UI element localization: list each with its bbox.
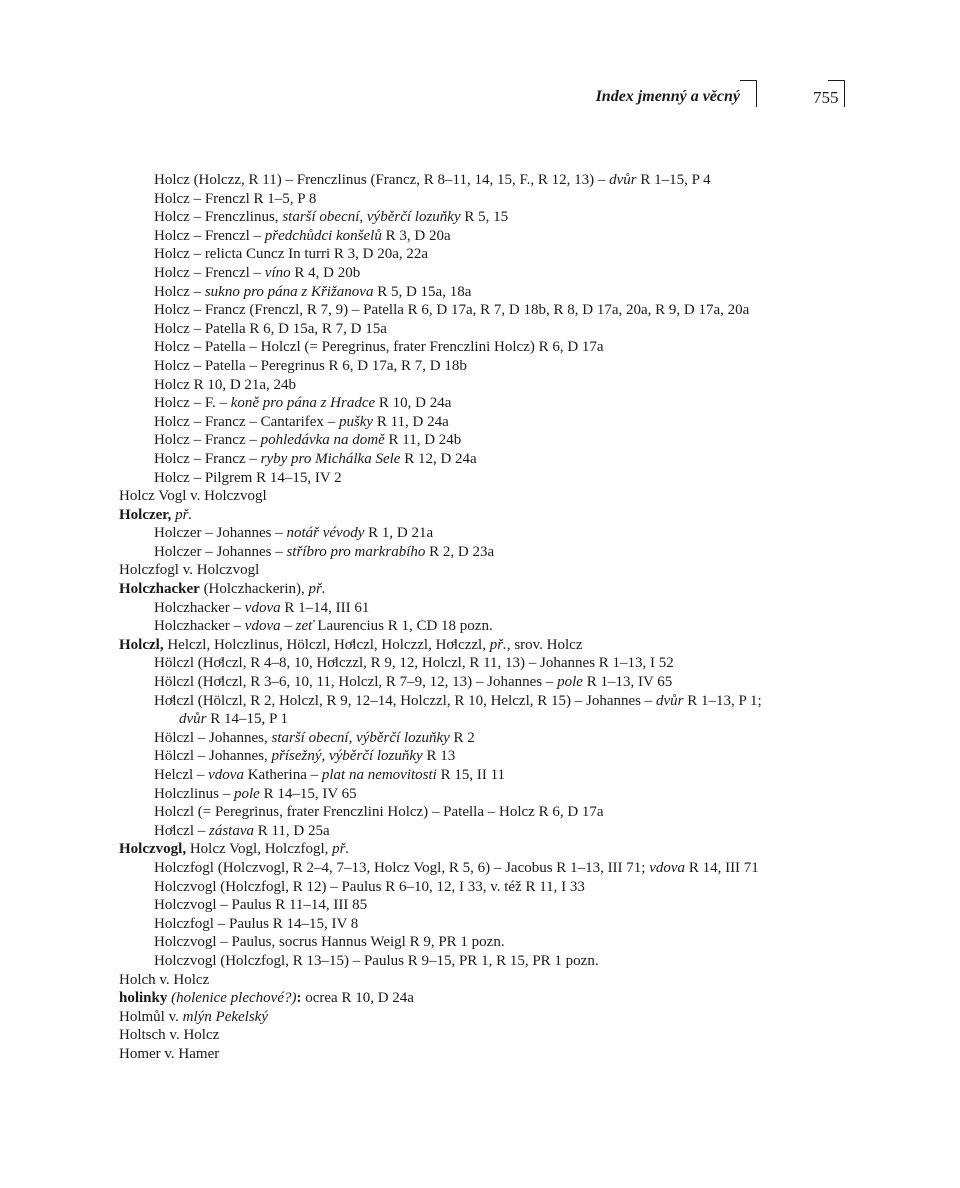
entry-text: Holcz – Francz – xyxy=(154,432,261,449)
entry-text: vdova – zeť xyxy=(244,618,314,635)
entry-text: Holch v. Holcz xyxy=(119,971,210,988)
entry-text: Holczvogl – Paulus, socrus Hannus Weigl R 9, PR 1 pozn. xyxy=(154,934,505,951)
entry-text: Holczfogl – Paulus R 14–15, IV 8 xyxy=(154,915,359,932)
entry-text: předchůdci konšelů xyxy=(264,227,382,244)
index-entry-line xyxy=(119,376,849,395)
entry-text: Holczer – Johannes – xyxy=(154,525,287,542)
index-entry-line xyxy=(119,673,849,692)
running-head xyxy=(595,80,850,110)
entry-text: Holczfogl (Holczvogl, R 2–4, 7–13, Holcz Vogl, R 5, 6) – Jacobus R 1–13, III 71; xyxy=(154,859,650,876)
corner-bracket-mark xyxy=(740,80,757,107)
entry-text: (Holczhackerin), xyxy=(199,581,309,598)
index-entry-line xyxy=(119,729,849,748)
index-entry-line xyxy=(119,245,849,264)
index-entry-line xyxy=(119,766,849,785)
entry-text: pušky xyxy=(338,413,374,430)
index-headword-line xyxy=(119,989,849,1008)
entry-text: R 1–13, IV 65 xyxy=(582,674,673,691)
index-headword-line xyxy=(119,487,849,506)
entry-text: Holczer, xyxy=(119,506,176,523)
index-entry-line xyxy=(119,338,849,357)
entry-text: Holcz – Patella R 6, D 15a, R 7, D 15a xyxy=(154,320,387,337)
entry-text: Holcz – Frenczl R 1–5, P 8 xyxy=(154,190,317,207)
entry-text: , srov. Holcz xyxy=(506,636,583,653)
index-entry-line xyxy=(119,710,849,729)
index-headword-line xyxy=(119,1026,849,1045)
corner-bracket-mark xyxy=(828,80,845,107)
entry-text: Holcz – Patella – Holczl (= Peregrinus, frater Frenczlini Holcz) R 6, D 17a xyxy=(154,339,604,356)
entry-text: Helczl, Holczlinus, Hölczl, Hoͤlczl, Holczzl, Hoͤlczzl, xyxy=(163,636,490,653)
index-entry-line xyxy=(119,208,849,227)
index-entry-line xyxy=(119,952,849,971)
index-entry-line xyxy=(119,283,849,302)
entry-text: R 14, III 71 xyxy=(685,859,759,876)
entry-text: R 15, II 11 xyxy=(436,767,506,783)
index-entry-line xyxy=(119,431,849,450)
index-entry-line xyxy=(119,822,849,841)
entry-text: vdova xyxy=(208,767,244,783)
entry-text: Holcz – xyxy=(154,283,205,300)
entry-text: Holcz Vogl v. Holczvogl xyxy=(119,488,267,505)
entry-text: R 1, D 21a xyxy=(364,525,434,542)
index-entry-line xyxy=(119,469,849,488)
entry-text: Holczer – Johannes – xyxy=(154,543,287,560)
index-entry-line xyxy=(119,785,849,804)
entry-text: Laurencius R 1, CD 18 pozn. xyxy=(313,618,493,635)
entry-text: Holcz – F. – xyxy=(154,395,231,412)
index-headword-line xyxy=(119,636,849,655)
entry-text: Holcz – Patella – Peregrinus R 6, D 17a, R 7, D 18b xyxy=(154,357,467,374)
entry-text: R 14–15, P 1 xyxy=(206,711,289,728)
entry-text: R 5, D 15a, 18a xyxy=(373,283,472,300)
entry-text: Holcz – Pilgrem R 14–15, IV 2 xyxy=(154,469,342,486)
index-entry-line xyxy=(119,654,849,673)
entry-text: Holcz – Francz – xyxy=(154,450,261,467)
entry-text: R 1–13, P 1; xyxy=(683,692,762,709)
entry-text: R 5, 15 xyxy=(460,209,509,226)
index-entry-line xyxy=(119,394,849,413)
entry-text: Holczvogl, xyxy=(119,841,187,858)
entry-text: notář vévody xyxy=(286,525,365,542)
entry-text: př. xyxy=(489,636,507,653)
entry-text: pole xyxy=(234,785,260,802)
entry-text: R 10, D 24a xyxy=(375,395,452,412)
index-headword-line xyxy=(119,580,849,599)
entry-text: R 2, D 23a xyxy=(425,543,495,560)
entry-text: starší obecní, výběrčí lozuňky xyxy=(282,209,461,226)
entry-text: sukno pro pána z Křižanova xyxy=(204,283,374,300)
entry-text: pohledávka na domě xyxy=(260,432,385,449)
entry-text: Hoͤlczl (Hölczl, R 2, Holczl, R 9, 12–14, Holczzl, R 10, Helczl, R 15) – Johannes – xyxy=(154,692,656,709)
entry-text: Holczhacker – xyxy=(154,618,245,635)
entry-text: Holcz – Francz (Frenczl, R 7, 9) – Patella R 6, D 17a, R 7, D 18b, R 8, D 17a, 20a, R 9, D 17a, 20a xyxy=(154,302,750,319)
index-entry-line xyxy=(119,803,849,822)
entry-text: Holcz (Holczz, R 11) – Frenczlinus (Francz, R 8–11, 14, 15, F., R 12, 13) – xyxy=(154,172,610,188)
index-headword-line xyxy=(119,1045,849,1064)
entry-text: př. xyxy=(308,581,326,598)
entry-text: Holcz – Frenczl – xyxy=(154,264,265,281)
index-entry-line xyxy=(119,524,849,543)
entry-text: R 1–14, III 61 xyxy=(280,599,370,616)
entry-text: dvůr xyxy=(655,692,684,709)
entry-text: Holczvogl (Holczfogl, R 13–15) – Paulus R 9–15, PR 1, R 15, PR 1 pozn. xyxy=(154,952,599,969)
entry-text: R 13 xyxy=(422,748,456,765)
entry-text: dvůr xyxy=(179,711,207,728)
entry-text: Holcz Vogl, Holczfogl, xyxy=(186,841,333,858)
index-headword-line xyxy=(119,561,849,580)
entry-text: Holczfogl v. Holczvogl xyxy=(119,562,260,579)
entry-text: koně pro pána z Hradce xyxy=(230,395,376,412)
index-entry-line xyxy=(119,617,849,636)
index-entry-line xyxy=(119,227,849,246)
index-headword-line xyxy=(119,840,849,859)
index-entry-line xyxy=(119,878,849,897)
entry-text: R 14–15, IV 65 xyxy=(259,785,357,802)
index-entry-line xyxy=(119,933,849,952)
index-entry-line xyxy=(119,896,849,915)
entry-text: stříbro pro markrabího xyxy=(286,543,426,560)
entry-text: Hoͤlczl – xyxy=(154,822,209,839)
index-entry-line xyxy=(119,859,849,878)
entry-text: Hölczl (Hoͤlczl, R 3–6, 10, 11, Holczl, R 7–9, 12, 13) – Johannes – xyxy=(154,674,558,691)
entry-text: R 1–15, P 4 xyxy=(636,172,711,188)
index-entry-line xyxy=(119,692,849,711)
entry-text: Holczvogl – Paulus R 11–14, III 85 xyxy=(154,897,368,914)
index-entries xyxy=(119,171,849,1064)
index-entry-line xyxy=(119,190,849,209)
index-entry-line xyxy=(119,320,849,339)
entry-text: Holczhacker xyxy=(119,581,200,598)
entry-text: Hölczl (Hoͤlczl, R 4–8, 10, Hoͤlczzl, R 9, 12, Holczl, R 11, 13) – Johannes R 1–13, I 52 xyxy=(154,655,674,672)
entry-text: Holmůl v. xyxy=(119,1008,183,1025)
entry-text: : xyxy=(296,990,306,1007)
entry-text: Helczl – xyxy=(154,767,209,783)
entry-text: víno xyxy=(264,264,291,281)
entry-text: R 11, D 24b xyxy=(384,432,462,449)
index-entry-line xyxy=(119,747,849,766)
entry-text: př. xyxy=(175,506,193,523)
entry-text: R 4, D 20b xyxy=(290,264,361,281)
entry-text: mlýn Pekelský xyxy=(182,1008,268,1025)
index-entry-line xyxy=(119,171,849,190)
page-number: 755 xyxy=(813,88,839,107)
entry-text: Holczl (= Peregrinus, frater Frenczlini Holcz) – Patella – Holcz R 6, D 17a xyxy=(154,804,604,821)
entry-text: dvůr xyxy=(609,172,637,188)
running-head-title: Index jmenný a věcný xyxy=(595,88,740,105)
entry-text: vdova xyxy=(649,859,686,876)
index-entry-line xyxy=(119,301,849,320)
entry-text: plat na nemovitosti xyxy=(321,767,437,783)
entry-text: Holcz – Frenczl – xyxy=(154,227,265,244)
index-entry-line xyxy=(119,599,849,618)
index-entry-line xyxy=(119,450,849,469)
index-entry-line xyxy=(119,357,849,376)
entry-text: Holczl, xyxy=(119,636,164,653)
entry-text: Hölczl – Johannes, xyxy=(154,748,272,765)
entry-text: Holcz – relicta Cuncz In turri R 3, D 20a, 22a xyxy=(154,246,429,263)
entry-text: Holcz – Francz – Cantarifex – xyxy=(154,413,339,430)
index-entry-line xyxy=(119,264,849,283)
entry-text: Holcz R 10, D 21a, 24b xyxy=(154,376,297,393)
entry-text: Holczlinus – xyxy=(154,785,234,802)
entry-text: ryby pro Michálka Sele xyxy=(260,450,401,467)
index-headword-line xyxy=(119,971,849,990)
entry-text: Holcz – Frenczlinus, xyxy=(154,209,283,226)
index-entry-line xyxy=(119,915,849,934)
entry-text: pole xyxy=(557,674,583,691)
entry-text: př. xyxy=(332,841,350,858)
entry-text: (holenice plechové?) xyxy=(167,990,297,1007)
entry-text: Katherina – xyxy=(243,767,322,783)
index-entry-line xyxy=(119,413,849,432)
entry-text: R 2 xyxy=(449,729,475,746)
entry-text: vdova xyxy=(244,599,281,616)
entry-text: Holczhacker – xyxy=(154,599,245,616)
entry-text: Holtsch v. Holcz xyxy=(119,1027,220,1044)
entry-text: Hölczl – Johannes, xyxy=(154,729,272,746)
index-headword-line xyxy=(119,1008,849,1027)
entry-text: Homer v. Hamer xyxy=(119,1045,220,1062)
entry-text: R 11, D 25a xyxy=(253,822,330,839)
entry-text: ocrea R 10, D 24a xyxy=(305,990,414,1007)
index-headword-line xyxy=(119,506,849,525)
entry-text: R 11, D 24a xyxy=(373,413,449,430)
entry-text: přísežný, výběrčí lozuňky xyxy=(271,748,423,765)
entry-text: starší obecní, výběrčí lozuňky xyxy=(271,729,450,746)
entry-text: zástava xyxy=(208,822,254,839)
index-entry-line xyxy=(119,543,849,562)
entry-text: holinky xyxy=(119,990,168,1007)
entry-text: R 12, D 24a xyxy=(400,450,477,467)
entry-text: Holczvogl (Holczfogl, R 12) – Paulus R 6–10, 12, I 33, v. též R 11, I 33 xyxy=(154,878,585,895)
entry-text: R 3, D 20a xyxy=(381,227,451,244)
